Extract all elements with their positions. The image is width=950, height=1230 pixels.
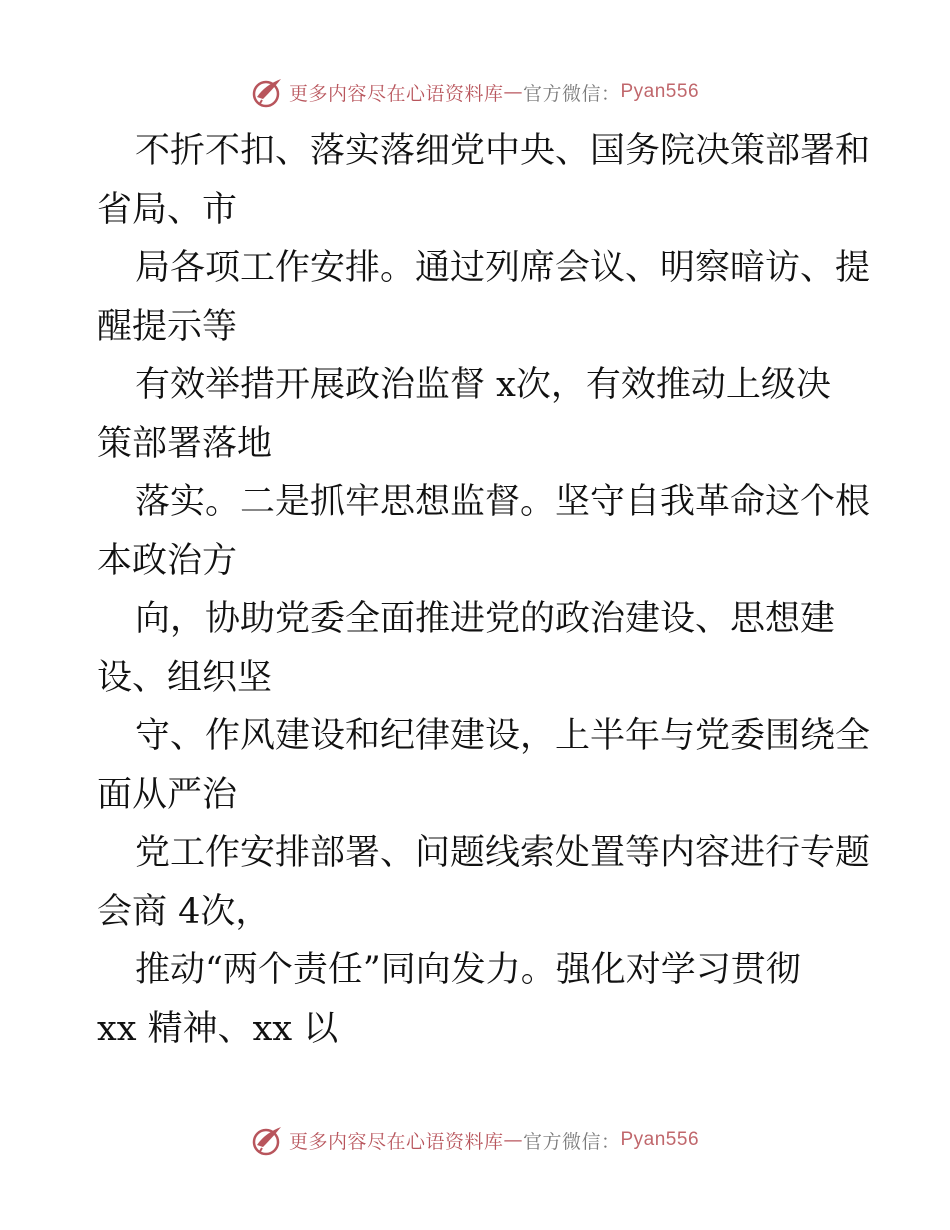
quill-pen-logo-icon — [251, 1123, 285, 1157]
text-line: 面从严治 — [97, 774, 238, 815]
watermark-main-text: 更多内容尽在心语资料库 — [288, 1130, 504, 1153]
document-body — [97, 122, 871, 1058]
text-line: 不折不扣、落实落细党中央、国务院决策部署和 — [135, 131, 871, 171]
watermark-dash: — — [503, 81, 523, 103]
text-line: 守、作风建设和纪律建设，上半年与党委围绕全 — [135, 716, 871, 756]
watermark-wechat-id: Pyan556 — [620, 81, 700, 102]
text-line: 策部署落地 — [97, 423, 273, 464]
watermark-dash: — — [503, 1129, 523, 1151]
text-line: 党工作安排部署、问题线索处置等内容进行专题 — [135, 833, 871, 873]
text-line: 向，协助党委全面推进党的政治建设、思想建 — [135, 599, 836, 639]
quill-pen-logo-icon — [251, 75, 285, 109]
footer-watermark — [0, 1120, 950, 1160]
watermark-wechat-id: Pyan556 — [620, 1129, 700, 1150]
text-line: 有效举措开展政治监督 x次，有效推动上级决 — [135, 365, 831, 405]
text-line: 推动“两个责任”同向发力。强化对学习贯彻 — [135, 950, 801, 990]
watermark-sub-text: 官方微信： — [522, 1130, 621, 1153]
text-line: 落实。二是抓牢思想监督。坚守自我革命这个根 — [135, 482, 871, 522]
text-line: 省局、市 — [97, 189, 238, 230]
text-line: 本政治方 — [97, 540, 238, 581]
text-line: 局各项工作安排。通过列席会议、明察暗访、提 — [135, 248, 871, 288]
text-line: 设、组织坚 — [97, 657, 273, 698]
header-watermark — [0, 72, 950, 112]
watermark-sub-text: 官方微信： — [522, 82, 621, 105]
text-line: xx 精神、xx 以 — [97, 1008, 339, 1049]
text-line: 会商 4次， — [97, 891, 271, 932]
text-line: 醒提示等 — [97, 306, 238, 347]
watermark-main-text: 更多内容尽在心语资料库 — [288, 82, 504, 105]
